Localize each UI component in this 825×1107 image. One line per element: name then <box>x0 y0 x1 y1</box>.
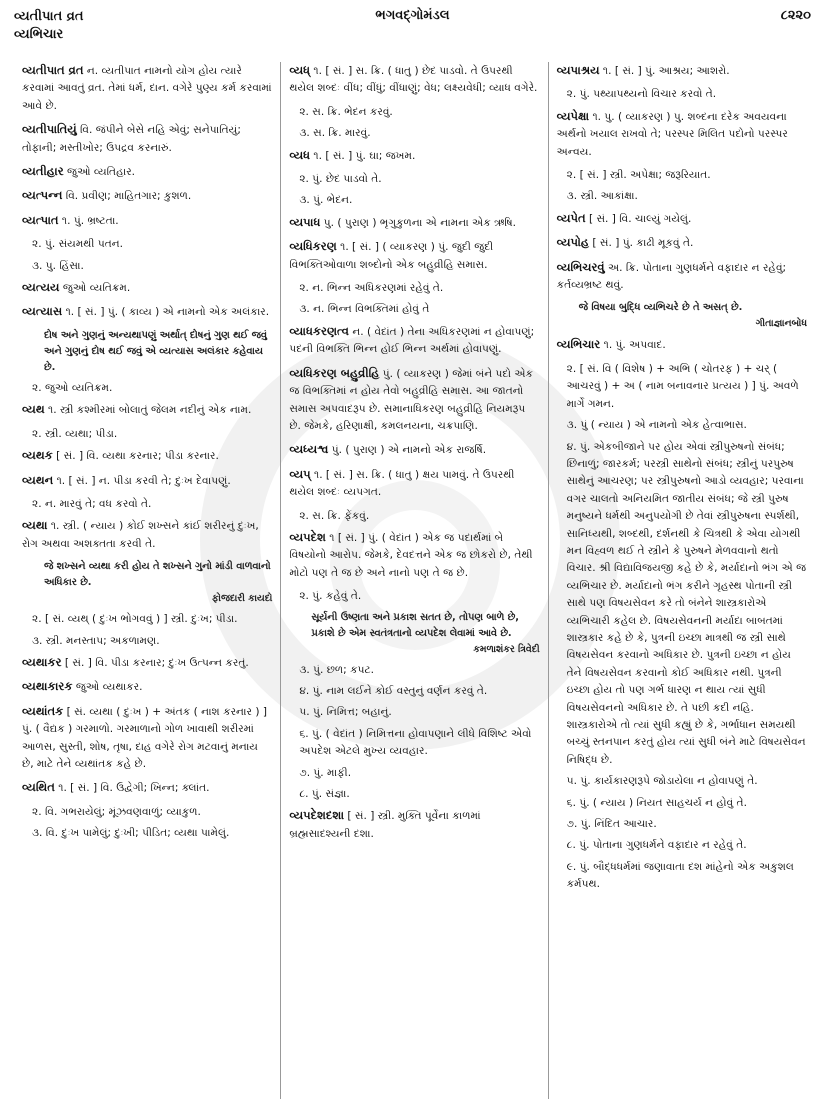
guide-word-first: વ્યતીપાત વ્રત <box>14 9 84 24</box>
dictionary-entry <box>289 441 539 459</box>
entry-sense: ૬. પું. ( ન્યાય ) નિયત સાહચર્ય ન હોવું તે. <box>566 796 747 809</box>
dictionary-entry <box>22 703 272 774</box>
entry-definition: ૧. [ સં. ] પું. ઘા; જખમ. <box>310 149 416 162</box>
entry-headword: વ્યતીપાતિયું <box>22 122 77 137</box>
entry-sense: ૭. પું. માફી. <box>299 766 352 779</box>
entry-sense: ૩. વિ. દુઃખ પામેલું; દુઃખી; પીડિત; વ્યથા પામેલું. <box>32 827 230 840</box>
dictionary-entry <box>22 212 272 230</box>
entry-definition: ૧. સ્ત્રી. ( ન્યાય ) કોઈ શખ્સને કાંઈ શરીરનું દુઃખ, રોગ અથવા અશક્તતા કરવી તે. <box>22 520 259 550</box>
entry-headword: વ્યપદેશ <box>289 529 326 544</box>
entry-headword: વ્યધિકરણ બહુવ્રીહિ <box>289 365 380 380</box>
entry-sense: ૨. વિ. ગભરાયેલું; મૂંઝવણવાળું; વ્યાકુળ. <box>32 805 201 818</box>
entry-sense: ૪. પું. એકબીજાને પર હોય એવાં સ્ત્રીપુરુષનો સંબંધ; છિનાળું; જારકર્મ; પરસ્ત્રી સાથેનો સંબંધ; સ્ત્રીનું પરપુરુષ સાથેનું આચરણ; પર સ્ત્રીપુરુષનો આડો વ્યવહાર; પરવાના વગર ચાલતો અનિયમિત જાતીય સંબંધ; જે સ્ત્રી પુરુષ મનુષ્યને ધર્મથી અનુપયોગી છે તેવાં સ્ત્રીપુરુષના સ્પર્શથી, સાનિધ્યથી, શબ્દથી, દર્શનથી કે ચિત્રથી કે એવા યોગથી મન વિહ્વળ થઈ તે સ્ત્રીને કે પુરુષને મેળવવાનો થતો વિચાર. શ્રી વિદ્યાવિજયજી કહે છે કે, મર્યાદાનો ભંગ એ જ વ્યભિચાર છે. મર્યાદાનો ભંગ કરીને ગૃહસ્થ પોતાની સ્ત્રી સાથે પણ વિષયસેવન કરે તો બંનેને શાસ્ત્રકારોએ વ્યભિચારી કહેલ છે. વિષયસેવનની મર્યાદા બાબતમાં શાસ્ત્રકાર કહે છે કે, પુત્રની ઇચ્છા માત્રથી જ સ્ત્રી સાથે વિષયસેવન કરવાનો અધિકાર છે. પુત્રની ઇચ્છા ન હોય તેને વિષયસેવન કરવાનો કોઈ અધિકાર નથી. પુત્રની ઇચ્છા હોય તો પણ ગર્ભ ધારણ ન થાય ત્યાં સુધી વિષયસેવનનો અધિકાર છે. તે પછી કદી નહિ. શાસ્ત્રકારોએ તો ત્યાં સુધી કહ્યું છે કે, ગર્ભાધાન સમયથી બચ્ચું સ્તનપાન કરતું હોય ત્યાં સુધી બંને માટે વિષયસેવન નિષિદ્ધ છે. <box>566 440 807 766</box>
entry-headword: વ્યધિકરણ <box>289 239 337 254</box>
entry-sense: ૨. ન. ભિન્ન અધિકરણમાં રહેવું તે. <box>299 282 444 295</box>
entry-headword: વ્યભિચરવું <box>556 259 605 274</box>
entry-headword: વ્યથક <box>22 448 53 463</box>
entry-sense: ૩. સ્ત્રી. આકાંક્ષા. <box>566 190 638 203</box>
dictionary-entry <box>22 472 272 490</box>
dictionary-entry <box>557 336 807 354</box>
dictionary-columns <box>14 62 815 1099</box>
entry-sense: ૩. પું. છળ; કપટ. <box>299 663 375 676</box>
entry-definition: ૧ [ સં. ] પું. ( વેદાંત ) એક જ પદાર્થમાં બે વિષયોનો આરોપ. જેમકે, દેવદત્તને એક જ છોકરો છે, તેથી મોટો પણ તે જ છે અને નાનો પણ તે જ છે. <box>289 531 533 579</box>
dictionary-entry <box>289 365 539 436</box>
entry-sense: ૨. પું. છેદ પાડવો તે. <box>299 173 382 186</box>
dictionary-entry <box>557 108 807 161</box>
entry-definition: [ સં. ] વિ. વ્યથા કરનાર; પીડા કરનાર. <box>52 450 219 463</box>
entry-headword: વ્યથ <box>22 402 45 417</box>
entry-headword: વ્યથિત <box>22 780 55 795</box>
entry-headword: વ્યપાધ <box>289 214 321 229</box>
dictionary-entry <box>557 210 807 228</box>
entry-headword: વ્યથા <box>22 518 48 533</box>
entry-sense: ૩. પુ. હિંસા. <box>32 259 84 272</box>
entry-headword: વ્યપ્ <box>289 466 311 481</box>
entry-headword: વ્યત્યય <box>22 280 60 295</box>
entry-definition: ૧. [ સં. ] સ. ક્રિ. ( ધાતુ ) છેદ પાડવો. તે ઉપરથી થયેલ શબ્દઃ વીંધ; વીંધું; વીંધાણું; વેધ; લક્ષ્યવેધી; વ્યાધ વગેરે. <box>289 65 538 95</box>
quotation-text: જે શખ્સને વ્યથા કરી હોય તે શખ્સને ગુનો માંડી વાળવાનો અધિકાર છે. <box>44 561 271 589</box>
dictionary-entry <box>557 259 807 295</box>
entry-headword: વ્યપદેશદશા <box>289 808 345 823</box>
entry-quotation <box>22 328 272 376</box>
quotation-source: કમળાશંકર ત્રિવેદી <box>473 643 540 655</box>
entry-definition: વિ. પ્રવીણ; માહિતગાર; કુશળ. <box>62 190 192 203</box>
entry-sense: ૮. પું. સંજ્ઞા. <box>299 788 350 800</box>
entry-definition: પું. ( પુરાણ ) એ નામનો એક રાજર્ષિ. <box>328 444 487 457</box>
dictionary-entry <box>22 654 272 672</box>
page-number: ૮૨૨૦ <box>780 8 811 23</box>
dictionary-entry <box>289 323 539 359</box>
entry-sense: ૩. સ્ત્રી. મનસ્તાપ; અકળામણ. <box>32 634 160 647</box>
entry-definition: ૧. [ સં. ] ન. પીડા કરવી તે; દુઃખ દેવાપણું. <box>53 474 231 487</box>
dictionary-entry <box>289 62 539 98</box>
dictionary-entry <box>22 447 272 465</box>
entry-headword: વ્યથન <box>22 472 54 487</box>
dictionary-entry <box>289 466 539 502</box>
quotation-source: ગીતાજ્ઞાનબોધ <box>755 318 807 330</box>
entry-definition: [ સં. ] વિ. ચાલ્યું ગયેલું. <box>585 212 692 225</box>
quotation-source: ફોજદારી કાયદો <box>211 593 273 605</box>
dictionary-entry <box>557 62 807 80</box>
dictionary-entry <box>22 401 272 419</box>
entry-sense: ૨. ન. મારવું તે; વધ કરવો તે. <box>32 497 152 510</box>
entry-definition: [ સં. વ્યથા ( દુઃખ ) + અંતક ( નાશ કરનાર ) ] પું. ( વૈદ્યક ) ગરમાળો. ગરમાળાનો ગોળ ખાવાથી શરીરમાં આળસ, સુસ્તી, શોષ, તૃષા, દાહ વગેરે રોગ મટવાનું મનાય છે, માટે તેને વ્યથાંતક કહે છે. <box>22 705 268 770</box>
entry-definition: અ. ક્રિ. પોતાના ગુણધર્મને વફાદાર ન રહેવું; કર્તવ્યભ્રષ્ટ થવું. <box>556 261 787 292</box>
dictionary-entry <box>557 234 807 252</box>
entry-definition: જુઓ વ્યથાકર. <box>72 681 143 694</box>
dictionary-entry <box>289 214 539 232</box>
entry-headword: વ્યથાંતક <box>22 703 64 718</box>
entry-sense: ૩. સ. ક્રિ. મારવું. <box>299 127 371 140</box>
entry-definition: ૧. [ સં. ] ( વ્યાકરણ ) પું. જુદી જુદી વિભક્તિઓવાળા શબ્દોનો એક બહુવ્રીહિ સમાસ. <box>289 241 494 271</box>
entry-sense: ૩. ન. ભિન્ન વિભક્તિમાં હોવું તે <box>299 303 430 316</box>
entry-sense: ૫. પું. કાર્યકારણરૂપે જોડાયેલા ન હોવાપણું તે. <box>566 775 758 788</box>
entry-definition: ૧. સ્ત્રી કશ્મીરમાં બોલાતું જેલમ નદીનું એક નામ. <box>44 404 252 417</box>
book-title: ભગવદ્ગોમંડલ <box>375 8 450 23</box>
dictionary-entry <box>22 517 272 553</box>
entry-headword: વ્યતીપાત વ્રત <box>22 63 84 77</box>
entry-quotation <box>557 300 807 332</box>
entry-sense: ૨. [ સં. ] સ્ત્રી. અપેક્ષા; જરૂરિયાત. <box>566 169 711 182</box>
entry-sense: ૫. પું. નિમિત્ત; બહાનું. <box>299 706 392 719</box>
entry-headword: વ્યત્પાત <box>22 212 59 227</box>
entry-headword: વ્યથાકારક <box>22 679 73 694</box>
entry-definition: ૧. [ સં. ] સ. ક્રિ. ( ધાતુ ) ક્ષય પામવું. તે ઉપરથી થયેલ શબ્દઃ વ્યપગત. <box>289 468 515 499</box>
entry-sense: ૮. પું. પોતાના ગુણધર્મને વફાદાર ન રહેવું તે. <box>566 839 747 852</box>
entry-sense: ૯. પું. બૌદ્ધધર્મમાં જણાવાતા દશ માંહેનો એક અકુશલ કર્મપથ. <box>566 860 794 891</box>
entry-definition: [ સં. ] સ્ત્રી. મુક્તિ પૂર્વેના કાળમાં બ્રહ્મસાદશ્યની દશા. <box>289 810 481 840</box>
entry-headword: વ્યધ <box>289 147 311 162</box>
entry-sense: ૬. પું. ( વેદાંત ) નિમિત્તના હોવાપણાને લીધે વિશિષ્ટ એવો અપદેશ એટલે મુખ્ય વ્યવહાર. <box>299 727 532 758</box>
page-header <box>14 8 811 48</box>
entry-headword: વ્યત્યાસ <box>22 304 63 319</box>
entry-definition: જુઓ વ્યતિક્રમ. <box>59 282 131 295</box>
entry-headword: વ્યપેત <box>556 210 586 225</box>
entry-sense: ૨. જુઓ વ્યતિક્રમ. <box>32 381 113 394</box>
entry-sense: ૭. પું. નિંદિત આચાર. <box>566 818 657 831</box>
dictionary-entry <box>22 678 272 696</box>
column-3 <box>548 62 815 1099</box>
entry-headword: વ્યધ્યશ્વ <box>289 442 329 457</box>
dictionary-entry <box>22 279 272 297</box>
entry-sense: ૩. પું ( ન્યાય ) એ નામનો એક હેત્વાભાસ. <box>566 419 747 432</box>
entry-definition: ન. વ્યતીપાત નામનો યોગ હોય ત્યારે કરવામાં આવતું વ્રત. તેમાં ધર્મ, દાન. વગેરે પુણ્ય કર્મ કરવામાં આવે છે. <box>22 65 272 112</box>
entry-sense: ૨. સ. ક્રિ. ભેદન કરવું. <box>299 105 393 118</box>
dictionary-entry <box>22 163 272 181</box>
entry-sense: ૪. પું. નામ લઈને કોઈ વસ્તુનું વર્ણન કરવું તે. <box>299 684 488 697</box>
dictionary-entry <box>22 779 272 797</box>
quotation-text: જે વિષયા બુદ્ધિ વ્યભિચરે છે તે અસત્ છે. <box>578 302 743 314</box>
dictionary-entry <box>22 121 272 157</box>
entry-headword: વ્યતીહાર <box>22 164 64 179</box>
dictionary-entry <box>22 303 272 321</box>
entry-definition: [ સં. ] પું. કાઢી મૂકવું તે. <box>589 237 694 250</box>
entry-definition: ૧. [ સં. ] વિ. ઉદ્વેગી; ખિન્ન; ક્લાંત. <box>54 782 210 795</box>
entry-definition: વિ. જંપીને બેસે નહિ એવું; સનેપાતિયું; તોફાની; મસ્તીખોર; ઉપદ્રવ કરનારું. <box>22 124 241 154</box>
entry-definition: ન. ( વેદાંત ) તેના અધિકરણમાં ન હોવાપણું; પદની વિભક્તિ ભિન્ન હોઈ ભિન્ન અર્થમાં હોવાપણું. <box>289 325 535 356</box>
entry-definition: જુઓ વ્યતિહાર. <box>63 166 136 179</box>
dictionary-entry <box>289 529 539 582</box>
entry-sense: ૨. સ્ત્રી. વ્યથા; પીડા. <box>32 427 118 440</box>
entry-sense: ૩. પું. ભેદન. <box>299 194 353 207</box>
entry-sense: ૨. [ સં. વિ ( વિશેષ ) + અભિ ( ચોતરફ ) + ચર્ ( આચરવું ) + અ ( નામ બનાવનાર પ્રત્યય ) ] પું. અવળે માર્ગે ગમન. <box>566 362 799 410</box>
entry-headword: વ્યપાશ્રય <box>556 63 600 77</box>
entry-headword: વ્યપોહ <box>556 235 590 250</box>
dictionary-entry <box>289 238 539 274</box>
entry-definition: ૧. પું. ભ્રષ્ટતા. <box>58 214 119 227</box>
guide-word-last: વ્યભિચાર <box>14 27 64 42</box>
entry-definition: ૧. [ સં. ] પું. આશ્રય; આશરો. <box>599 65 730 77</box>
column-2 <box>280 62 547 1099</box>
entry-definition: ૧. [ સં. ] પું. ( કાવ્ય ) એ નામનો એક અલંકાર. <box>62 306 270 319</box>
entry-definition: ૧. પુ. ( વ્યાકરણ ) પુ. શબ્દના દરેક અવયવના અર્થનો ખયાલ રાખવો તે; પરસ્પર મિલિત પદોનો પરસ્પર અન્વય. <box>556 110 788 158</box>
entry-headword: વ્યધ્ <box>289 63 311 77</box>
entry-sense: ૨. [ સં. વ્યથ્ ( દુઃખ ભોગવવું ) ] સ્ત્રી. દુઃખ; પીડા. <box>32 613 238 626</box>
entry-quotation <box>22 559 272 607</box>
entry-headword: વ્યપેક્ષા <box>556 108 590 123</box>
dictionary-entry <box>22 187 272 205</box>
entry-sense: ૨. પું. પથ્યાપથ્યનો વિચાર કરવો તે. <box>566 88 717 101</box>
dictionary-entry <box>289 147 539 165</box>
entry-sense: ૨. પું. સંયમથી પતન. <box>32 238 123 251</box>
entry-sense: ૨. સ. ક્રિ. ફેંકવું. <box>299 509 370 522</box>
entry-headword: વ્યથાકર <box>22 654 62 669</box>
entry-headword: વ્યાધકરણત્વ <box>289 323 349 338</box>
dictionary-entry <box>22 62 272 115</box>
entry-definition: પું. ( વ્યાકરણ ) જેમાં બંને પદો એક જ વિભક્તિમાં ન હોય તેવો બહુવ્રીહિ સમાસ. આ જાતનો સમાસ અપવાદરૂપ છે. સમાનાધિકરણ બહુવ્રીહિ નિયમરૂપ છે. જેમકે, હરિણાક્ષી, કમલનયના, ચક્રપાણિ. <box>289 367 533 432</box>
quotation-text: સૂર્યની ઉષ્ણતા અને પ્રકાશ સતત છે, તોપણ બાળે છે, પ્રકાશે છે એમ સ્વતંત્રતાનો વ્યપદેશ લેવામાં આવે છે. <box>311 611 519 639</box>
dictionary-entry <box>289 807 539 843</box>
column-1 <box>14 62 280 1099</box>
entry-definition: [ સં. ] વિ. પીડા કરનાર; દુઃખ ઉત્પન્ન કરતું. <box>61 656 249 669</box>
entry-headword: વ્યભિચાર <box>556 337 601 352</box>
entry-definition: ૧. પું. અપવાદ. <box>600 339 666 352</box>
entry-headword: વ્યત્પન્ન <box>22 188 63 203</box>
entry-definition: પુ. ( પુરાણ ) ભૃગુકુળના એ નામના એક ઋષિ. <box>320 216 517 229</box>
entry-quotation <box>289 610 539 658</box>
entry-sense: ૨. પું. કહેવું તે. <box>299 590 362 603</box>
quotation-text: દોષ અને ગુણનું અન્યથાપણું અર્થાત્ દોષનું ગુણ થઈ જવું અને ગુણનું દોષ થઈ જવું એ વ્યત્યાસ અલંકાર કહેવાય છે. <box>44 329 267 373</box>
